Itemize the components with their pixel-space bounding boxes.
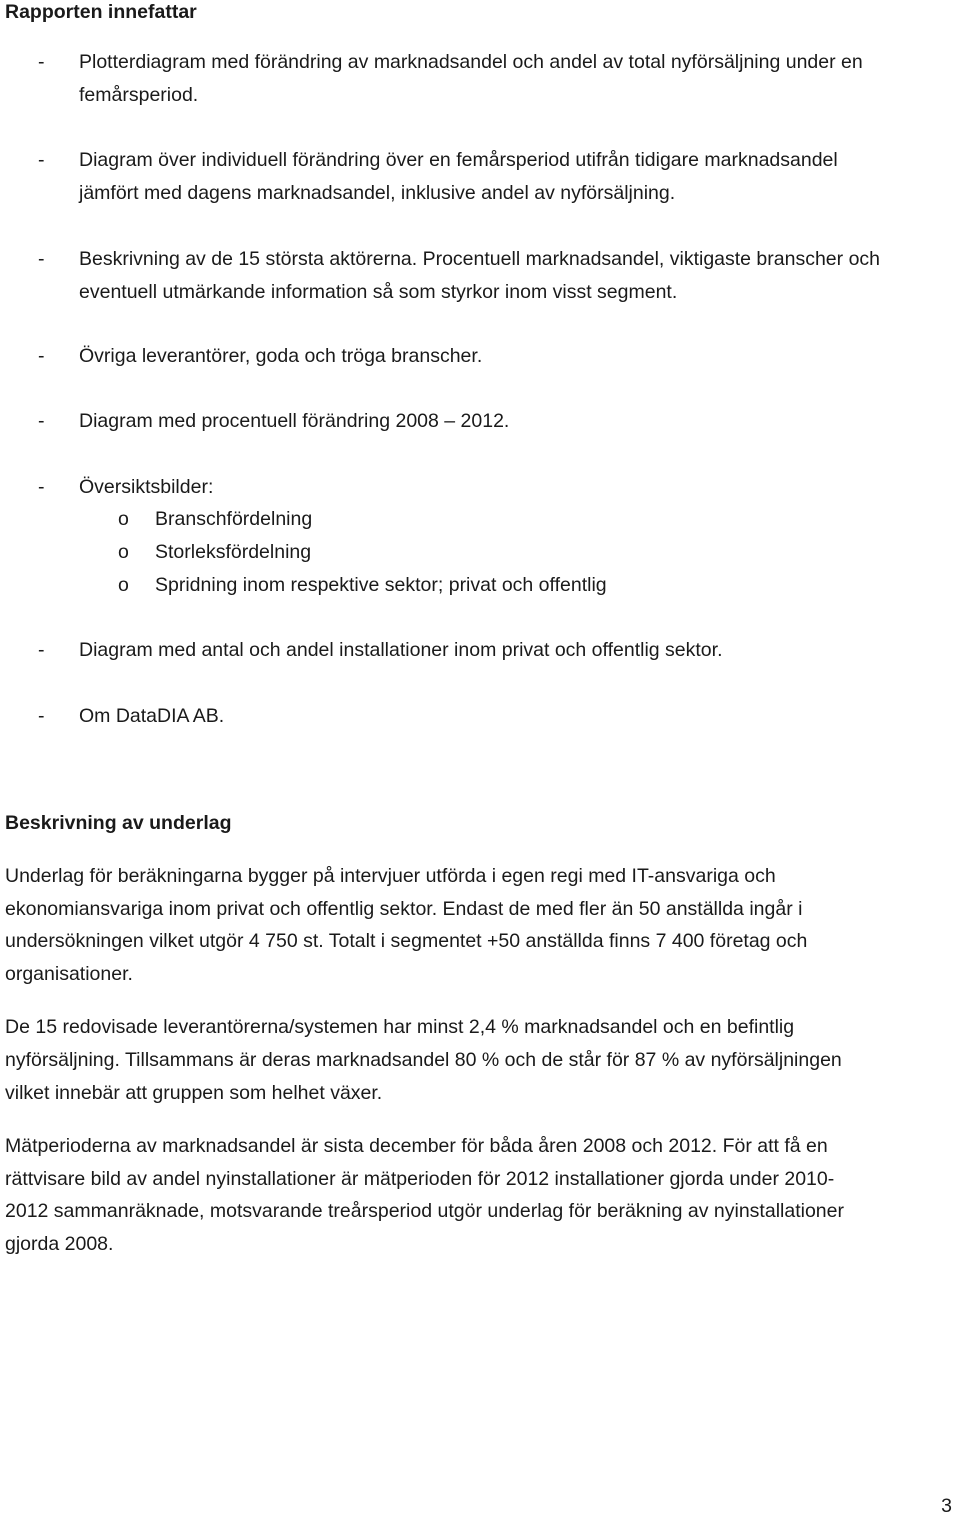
list-item: Beskrivning av de 15 största aktörerna. Procentuell marknadsandel, viktigaste branscher och [79,248,881,270]
paragraph-line: ekonomiansvariga inom privat och offentlig sektor. Endast de med fler än 50 anställda ingår i [5,898,803,920]
list-item-continuation: jämfört med dagens marknadsandel, inklusive andel av nyförsäljning. [79,182,676,204]
paragraph-line: organisationer. [5,963,133,985]
list-item: Övriga leverantörer, goda och tröga branscher. [79,345,483,367]
list-item-continuation: femårsperiod. [79,84,199,106]
list-item: Översiktsbilder: [79,476,214,498]
contents-heading: Rapporten innefattar [5,1,197,23]
list-item-continuation: eventuell utmärkande information så som styrkor inom visst segment. [79,281,678,303]
sub-bullet: o [118,574,129,596]
paragraph-line: Mätperioderna av marknadsandel är sista december för båda åren 2008 och 2012. För att få en [5,1135,828,1157]
list-dash: - [38,149,45,171]
list-item: Om DataDIA AB. [79,705,225,727]
paragraph-line: 2012 sammanräknade, motsvarande treårsperiod utgör underlag för beräkning av nyinstallationer [5,1200,844,1222]
list-item: Diagram med antal och andel installationer inom privat och offentlig sektor. [79,639,723,661]
paragraph-line: gjorda 2008. [5,1233,114,1255]
page-number: 3 [941,1495,952,1517]
list-dash: - [38,248,45,270]
sub-list-item: Branschfördelning [155,508,313,530]
list-dash: - [38,705,45,727]
list-dash: - [38,345,45,367]
sub-bullet: o [118,541,129,563]
basis-heading: Beskrivning av underlag [5,812,232,834]
paragraph-line: rättvisare bild av andel nyinstallationer är mätperioden för 2012 installationer gjorda under 2010- [5,1168,835,1190]
sub-list-item: Spridning inom respektive sektor; privat och offentlig [155,574,607,596]
paragraph-line: vilket innebär att gruppen som helhet växer. [5,1082,383,1104]
paragraph-line: Underlag för beräkningarna bygger på intervjuer utförda i egen regi med IT-ansvariga och [5,865,776,887]
list-item: Diagram med procentuell förändring 2008 – 2012. [79,410,510,432]
list-dash: - [38,476,45,498]
sub-list-item: Storleksfördelning [155,541,312,563]
list-item: Diagram över individuell förändring över en femårsperiod utifrån tidigare marknadsandel [79,149,838,171]
list-dash: - [38,51,45,73]
list-dash: - [38,639,45,661]
paragraph-line: undersökningen vilket utgör 4 750 st. Totalt i segmentet +50 anställda finns 7 400 företag och [5,930,808,952]
list-dash: - [38,410,45,432]
paragraph-line: nyförsäljning. Tillsammans är deras marknadsandel 80 % och de står för 87 % av nyförsäljningen [5,1049,842,1071]
sub-bullet: o [118,508,129,530]
paragraph-line: De 15 redovisade leverantörerna/systemen har minst 2,4 % marknadsandel och en befintlig [5,1016,795,1038]
list-item: Plotterdiagram med förändring av marknadsandel och andel av total nyförsäljning under en [79,51,863,73]
